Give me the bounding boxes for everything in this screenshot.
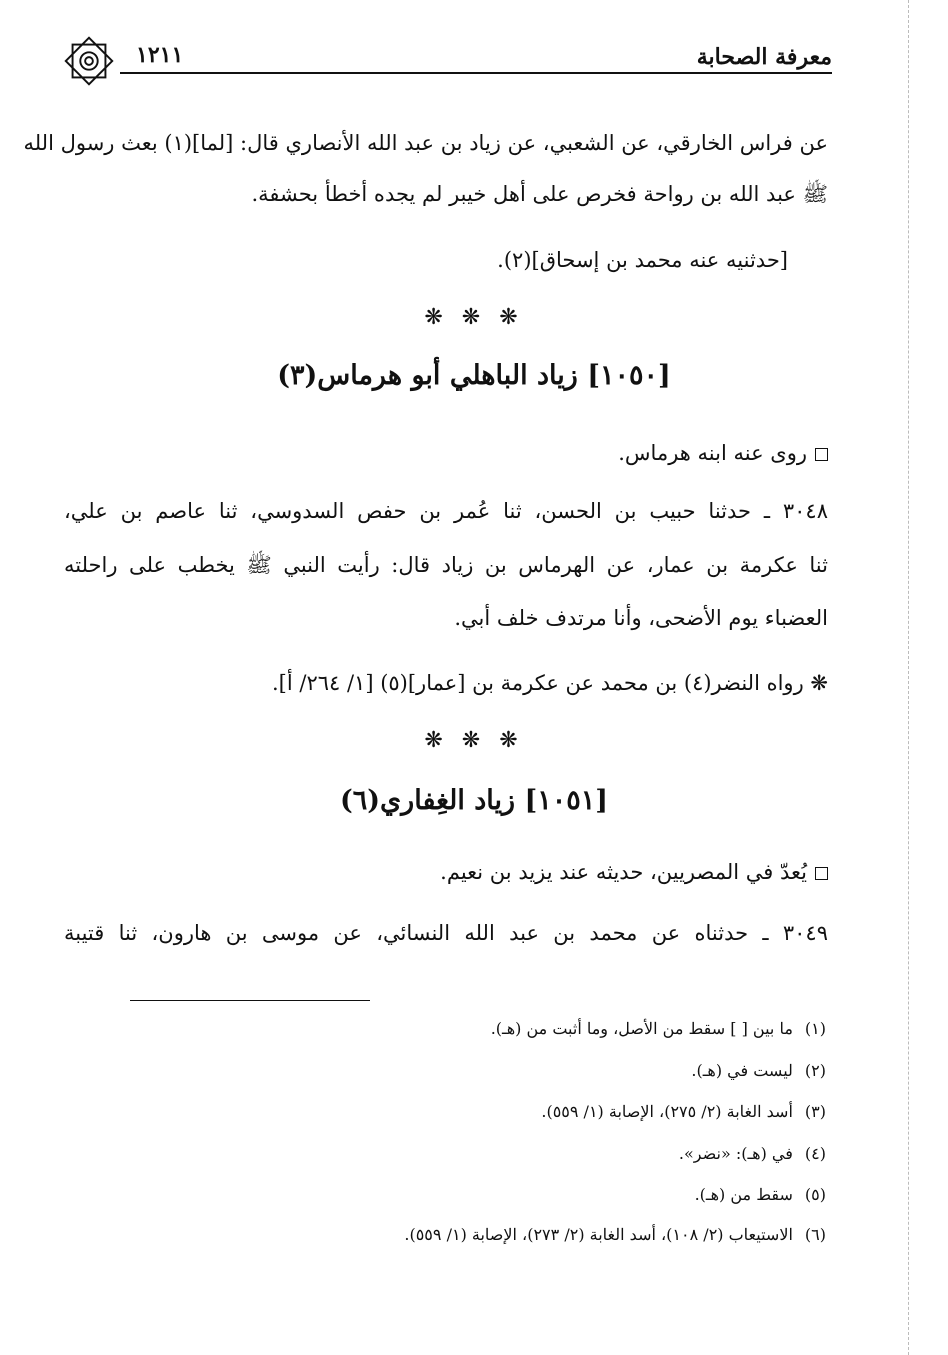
- footnote: (٤)في (هـ): «نضر».: [678, 1144, 826, 1163]
- body-line-1: عن فراس الخارقي، عن الشعبي، عن زياد بن عبد الله الأنصاري قال: [لما](١) بعث رسول الله: [23, 131, 828, 155]
- section-separator-1: ❋ ❋ ❋: [424, 305, 524, 330]
- footnote: (٥)سقط من (هـ).: [694, 1185, 826, 1204]
- hadith-line: العضباء يوم الأضحى، وأنا مرتدف خلف أبي.: [454, 606, 828, 630]
- page-header: [60, 38, 832, 94]
- page-number: ١٢١١: [136, 42, 184, 68]
- hadith-line: ٣٠٤٩ ـ حدثناه عن محمد بن عبد الله النسائي، عن موسى بن هارون، ثنا قتيبة: [64, 921, 828, 945]
- scan-margin-line: [908, 0, 909, 1355]
- body-line-2: ﷺ عبد الله بن رواحة فخرص على أهل خيبر لم يجده أخطأ بحشفة.: [251, 182, 828, 206]
- section-heading-1051: [١٠٥١] زياد الغِفاري(٦): [339, 785, 609, 816]
- square-bullet-icon: [815, 867, 828, 880]
- footnote: (٦)الاستيعاب (٢/ ١٠٨)، أسد الغابة (٢/ ٢٧٣)، الإصابة (١/ ٥٥٩).: [404, 1225, 826, 1244]
- section-separator-2: ❋ ❋ ❋: [424, 728, 524, 753]
- star-ornament-icon: [60, 32, 118, 90]
- section-intro-text: روى عنه ابنه هرماس.: [618, 441, 807, 465]
- section-intro-1050: [618, 438, 828, 468]
- footnote: (٢)ليست في (هـ).: [691, 1061, 826, 1080]
- footnote: (٣)أسد الغابة (٢/ ٢٧٥)، الإصابة (١/ ٥٥٩).: [541, 1102, 826, 1121]
- narration-note: ❋ رواه النضر(٤) بن محمد عن عكرمة بن [عمار](٥) [١/ ٢٦٤/ أ].: [271, 671, 828, 695]
- hadith-line: ثنا عكرمة بن عمار، عن الهرماس بن زياد قال: رأيت النبي ﷺ يخطب على راحلته: [64, 553, 828, 577]
- square-bullet-icon: [815, 448, 828, 461]
- hadith-line: ٣٠٤٨ ـ حدثنا حبيب بن الحسن، ثنا عُمر بن حفص السدوسي، ثنا عاصم بن علي،: [64, 499, 828, 523]
- footnote-rule: [130, 1000, 370, 1001]
- section-intro-text: يُعدّ في المصريين، حديثه عند يزيد بن نعيم.: [440, 860, 807, 884]
- body-line-3: [حدثنيه عنه محمد بن إسحاق](٢).: [497, 248, 788, 272]
- running-title: معرفة الصحابة: [696, 44, 832, 70]
- footnote: (١)ما بين [ ] سقط من الأصل، وما أثبت من (هـ).: [490, 1019, 826, 1038]
- section-heading-1050: [١٠٥٠] زياد الباهلي أبو هرماس(٣): [277, 360, 671, 391]
- section-intro-1051: [440, 857, 828, 887]
- header-rule: [120, 72, 832, 74]
